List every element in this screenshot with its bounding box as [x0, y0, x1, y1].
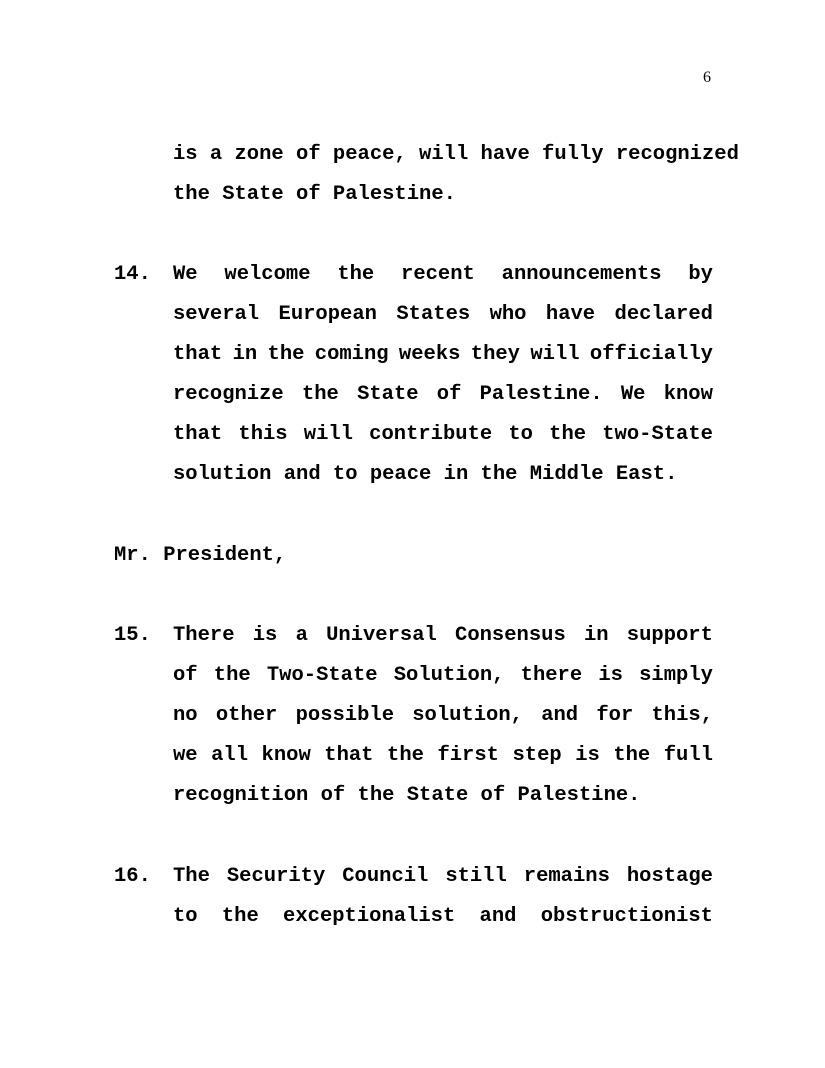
word: welcome — [224, 263, 311, 286]
word: in — [232, 343, 258, 366]
word: the — [301, 383, 339, 406]
word: know — [261, 744, 311, 767]
paragraph-number-16: 16. — [114, 865, 151, 888]
word: the — [613, 744, 651, 767]
word: the — [213, 664, 251, 687]
salutation: Mr. President, — [114, 544, 287, 567]
word: hostage — [626, 865, 713, 888]
word: to — [508, 423, 533, 446]
paragraph-16-line-2 — [173, 904, 713, 930]
word: possible — [295, 704, 395, 727]
paragraph-14-line-3 — [173, 342, 713, 368]
word: There — [173, 624, 235, 647]
paragraph-15-line-2 — [173, 663, 713, 689]
word: and — [541, 704, 579, 727]
paragraph-15-line-1 — [173, 623, 713, 649]
paragraph-14-line-2 — [173, 302, 713, 328]
word: remains — [523, 865, 610, 888]
paragraph-14-line-6: solution and to peace in the Middle East. — [173, 463, 678, 486]
paragraph-14-line-4 — [173, 382, 713, 408]
word: recent — [401, 263, 475, 286]
word: we — [173, 744, 198, 767]
word: announcements — [501, 263, 662, 286]
paragraph-16-line-1 — [173, 864, 713, 890]
word: will — [303, 423, 353, 446]
paragraph-15-line-4 — [173, 743, 713, 769]
continuation-line-1: is a zone of peace, will have fully recognized — [173, 143, 739, 166]
word: to — [173, 905, 198, 928]
word: the — [337, 263, 375, 286]
word: other — [215, 704, 278, 727]
page-number: 6 — [703, 69, 711, 86]
paragraph-number-14: 14. — [114, 263, 151, 286]
word: that — [173, 343, 223, 366]
word: a — [295, 624, 308, 647]
word: the — [387, 744, 424, 767]
word: State — [357, 383, 419, 406]
word: Two-State — [266, 664, 378, 687]
word: several — [173, 303, 260, 326]
word: recognize — [173, 383, 284, 406]
word: that — [324, 744, 374, 767]
word: that — [173, 423, 223, 446]
word: We — [620, 383, 646, 406]
word: for — [596, 704, 634, 727]
word: States — [396, 303, 471, 326]
word: The — [173, 865, 210, 888]
word: all — [211, 744, 249, 767]
word: the — [549, 423, 587, 446]
word: of — [173, 664, 198, 687]
word: they — [470, 343, 520, 366]
word: by — [688, 263, 713, 286]
word: still — [445, 865, 507, 888]
word: in — [583, 624, 609, 647]
word: the — [267, 343, 305, 366]
word: Solution, — [393, 664, 505, 687]
word: of — [436, 383, 462, 406]
word: there — [520, 664, 583, 687]
word: the — [221, 905, 259, 928]
word: European — [278, 303, 377, 326]
word: this — [238, 423, 288, 446]
word: exceptionalist — [283, 905, 456, 928]
word: Security — [226, 865, 326, 888]
word: solution, — [412, 704, 523, 727]
word: Consensus — [455, 624, 566, 647]
word: is — [252, 624, 278, 647]
word: step — [512, 744, 562, 767]
word: first — [437, 744, 499, 767]
word: no — [173, 704, 198, 727]
word: know — [663, 383, 713, 406]
word: full — [663, 744, 713, 767]
word: We — [173, 263, 198, 286]
word: contribute — [369, 423, 493, 446]
word: obstructionist — [540, 905, 713, 928]
word: is — [598, 664, 623, 687]
word: support — [626, 624, 713, 647]
paragraph-15-line-3 — [173, 703, 713, 729]
word: have — [545, 303, 596, 326]
word: will — [530, 343, 580, 366]
word: who — [489, 303, 527, 326]
paragraph-14-line-5 — [173, 422, 713, 448]
word: and — [479, 905, 517, 928]
word: coming — [314, 343, 389, 366]
continuation-line-2: the State of Palestine. — [173, 183, 456, 206]
paragraph-15-line-5: recognition of the State of Palestine. — [173, 784, 641, 807]
word: two-State — [602, 423, 713, 446]
word: simply — [639, 664, 713, 687]
paragraph-14-line-1 — [173, 262, 713, 288]
word: Council — [342, 865, 429, 888]
word: officially — [589, 343, 713, 366]
word: is — [575, 744, 600, 767]
word: weeks — [398, 343, 461, 366]
word: declared — [614, 303, 713, 326]
paragraph-number-15: 15. — [114, 624, 151, 647]
word: this, — [651, 704, 713, 727]
word: Universal — [326, 624, 437, 647]
word: Palestine. — [479, 383, 603, 406]
